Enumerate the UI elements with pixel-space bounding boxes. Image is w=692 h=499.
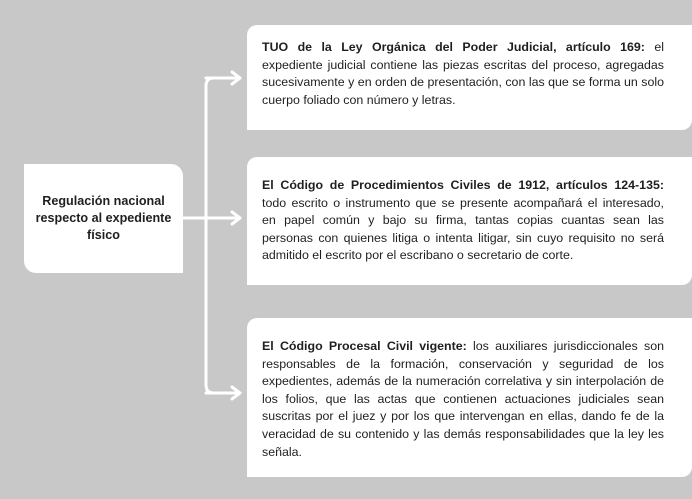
target-heading-sep: : [462,339,474,353]
target-text [262,39,664,109]
source-box [24,164,183,273]
target-heading-sep: : [659,178,664,192]
target-text [262,177,664,265]
target-heading: TUO de la Ley Orgánica del Poder Judicial, artículo 169 [262,40,641,54]
target-heading-sep: : [640,40,655,54]
connector-trunk [183,78,214,393]
target-heading: El Código de Procedimientos Civiles de 1912, artículos 124-135 [262,178,660,192]
target-body: los auxiliares jurisdiccionales son responsables de la formación, conservación y seguridad de los expedientes, además de la numeración correlativa y sin interpolación de los folios, que las actas que contienen actuaciones judiciales sean suscritas por el juez y por los que intervengan en ellas, dando fe de la veracidad de su contenido y las demás responsabilidades que la ley les señala. [262,339,664,459]
source-label: Regulación nacional respecto al expediente físico [35,194,172,242]
target-text [262,338,664,461]
target-box-codigo-procesal-civil [247,318,692,477]
target-body: el expediente judicial contiene las piezas escritas del proceso, agregadas sucesivamente y en orden de presentación, con las que se forma un solo cuerpo foliado con número y letras. [262,40,664,107]
target-box-ley-organica [247,25,692,130]
target-heading: El Código Procesal Civil vigente [262,339,463,353]
target-body: todo escrito o instrumento que se presente acompañará el interesado, en papel común y bajo su firma, tantas copias cuantas sean las personas con quienes litiga o intenta litigar, sin cuyo requisito no será admitido el escrito por el escribano o secretario de corte. [262,195,664,263]
target-box-codigo-1912 [247,157,692,285]
